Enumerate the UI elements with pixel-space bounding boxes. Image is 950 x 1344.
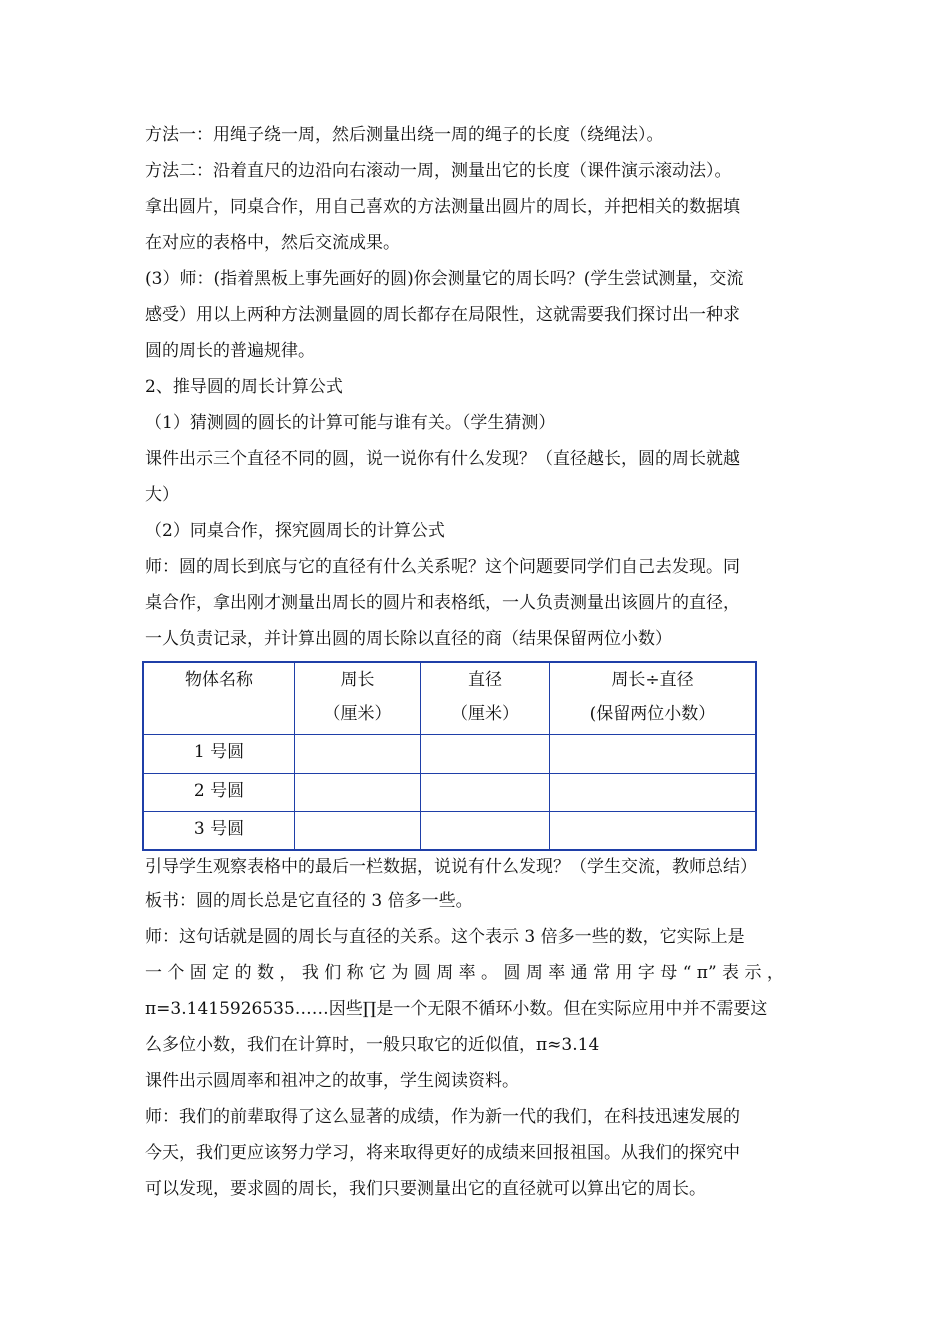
paragraph-line: 桌合作，拿出刚才测量出周长的圆片和表格纸，一人负责测量出该圆片的直径， [145, 593, 740, 613]
paragraph-line: （2）同桌合作，探究圆周长的计算公式 [145, 521, 445, 541]
empty-cell [295, 735, 421, 773]
empty-cell [550, 735, 757, 773]
paragraph-line: 课件出示三个直径不同的圆，说一说你有什么发现？（直径越长，圆的周长就越 [145, 449, 740, 469]
empty-cell [421, 735, 550, 773]
header-cell-name: 物体名称 [143, 662, 295, 735]
paragraph-line: 大） [145, 485, 179, 505]
row-label: 2 号圆 [143, 773, 295, 811]
header-cell-diameter: 直径 （厘米） [421, 662, 550, 735]
paragraph-line: 拿出圆片，同桌合作，用自己喜欢的方法测量出圆片的周长，并把相关的数据填 [145, 197, 740, 217]
table-header-row [143, 662, 756, 735]
table-row [143, 735, 756, 773]
paragraph-line: 可以发现，要求圆的周长，我们只要测量出它的直径就可以算出它的周长。 [145, 1179, 706, 1199]
header-cell-circumference: 周长 （厘米） [295, 662, 421, 735]
paragraph-line: 师：这句话就是圆的周长与直径的关系。这个表示 3 倍多一些的数，它实际上是 [145, 927, 745, 947]
paragraph-line: 今天，我们更应该努力学习，将来取得更好的成绩来回报祖国。从我们的探究中 [145, 1143, 740, 1163]
paragraph-line: 方法一：用绳子绕一周，然后测量出绕一周的绳子的长度（绕绳法）。 [145, 125, 664, 145]
paragraph-line: 师：我们的前辈取得了这么显著的成绩，作为新一代的我们，在科技迅速发展的 [145, 1107, 740, 1127]
paragraph-line: 师：圆的周长到底与它的直径有什么关系呢？这个问题要同学们自己去发现。同 [145, 557, 740, 577]
header-cell-ratio: 周长÷直径 (保留两位小数） [550, 662, 757, 735]
paragraph-line: π=3.1415926535……因些∏是一个无限不循环小数。但在实际应用中并不需要这 [145, 999, 768, 1019]
table-row [143, 773, 756, 811]
paragraph-line: 板书：圆的周长总是它直径的 3 倍多一些。 [145, 891, 473, 911]
row-label: 3 号圆 [143, 812, 295, 850]
empty-cell [295, 812, 421, 850]
measurement-table [142, 661, 757, 851]
empty-cell [550, 773, 757, 811]
paragraph-line: 方法二：沿着直尺的边沿向右滚动一周，测量出它的长度（课件演示滚动法）。 [145, 161, 732, 181]
paragraph-line: 么多位小数，我们在计算时，一般只取它的近似值，π≈3.14 [145, 1035, 600, 1055]
paragraph-line: 一人负责记录，并计算出圆的周长除以直径的商（结果保留两位小数） [145, 629, 672, 649]
row-label: 1 号圆 [143, 735, 295, 773]
empty-cell [421, 812, 550, 850]
paragraph-line: （1）猜测圆的圆长的计算可能与谁有关。（学生猜测） [145, 413, 556, 433]
paragraph-line: 感受）用以上两种方法测量圆的周长都存在局限性，这就需要我们探讨出一种求 [145, 305, 740, 325]
paragraph-line: 在对应的表格中，然后交流成果。 [145, 233, 400, 253]
section-heading: 2、推导圆的周长计算公式 [145, 377, 343, 397]
table-row [143, 812, 756, 850]
paragraph-line: (3）师：(指着黑板上事先画好的圆)你会测量它的周长吗？(学生尝试测量，交流 [145, 269, 744, 289]
paragraph-line: 引导学生观察表格中的最后一栏数据，说说有什么发现？（学生交流，教师总结） [145, 857, 757, 877]
empty-cell [421, 773, 550, 811]
paragraph-line: 一 个 固 定 的 数 ， 我 们 称 它 为 圆 周 率 。 圆 周 率 通 常 用 字 母 “ π” 表 示 ， [145, 963, 784, 983]
empty-cell [550, 812, 757, 850]
paragraph-line: 圆的周长的普遍规律。 [145, 341, 315, 361]
paragraph-line: 课件出示圆周率和祖冲之的故事，学生阅读资料。 [145, 1071, 519, 1091]
empty-cell [295, 773, 421, 811]
